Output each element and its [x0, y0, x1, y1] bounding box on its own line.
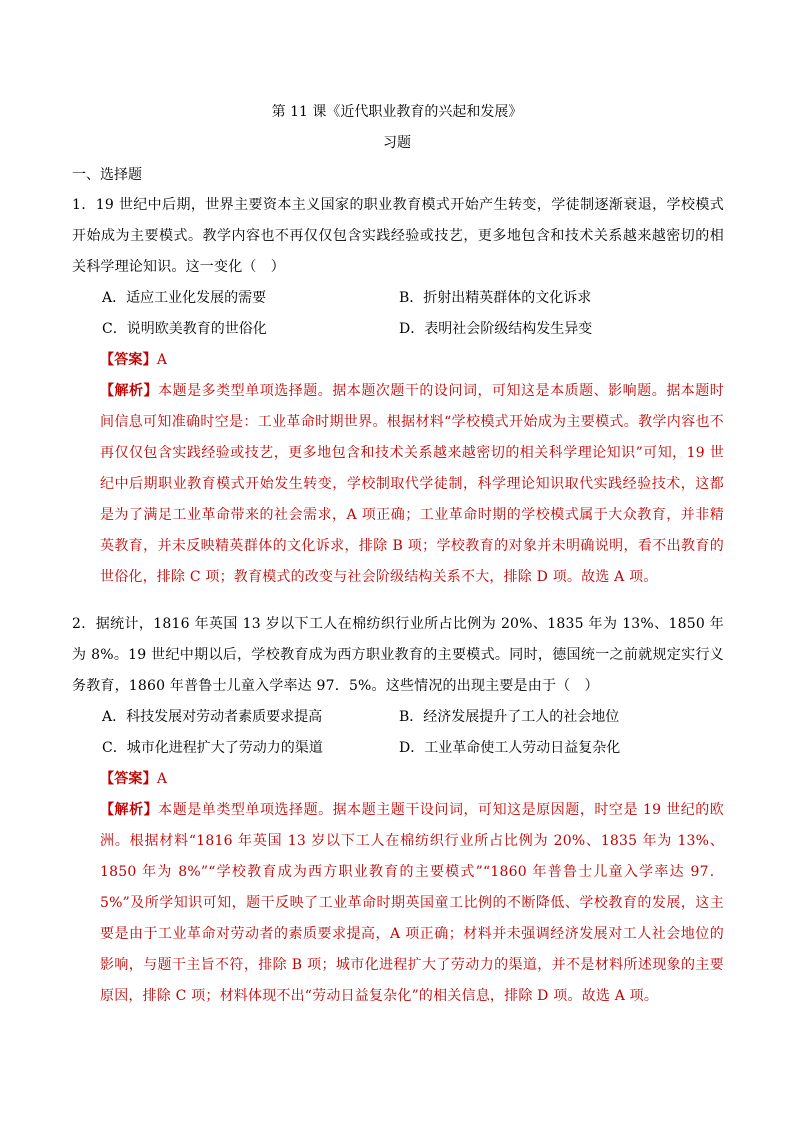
option-b: B．折射出精英群体的文化诉求: [399, 290, 592, 306]
answer-value: A: [156, 771, 168, 787]
explanation-text: 本题是单类型单项选择题。据本题主题干设问词，可知这是原因题，时空是 19 世纪的欧洲。根据材料“1816 年英国 13 岁以下工人在棉纺织行业所占比例为 20%、1835 年为 13%、1850 年为 8%”“学校教育成为西方职业教育的主要模式”“1860 年普鲁士儿童入学率达 97．5%”及所学知识可知，题干反映了工业革命时期英国童工比例的不断降低、学校教育的发展，这主要是由于工业革命对劳动者的素质要求提高，A 项正确；材料并未强调经济发展对工人社会地位的影响，与题干主旨不符，排除 B 项；城市化进程扩大了劳动力的渠道，并不是材料所述现象的主要原因，排除 C 项；材料体现不出“劳动日益复杂化”的相关信息，排除 D 项。故选 A 项。: [100, 802, 724, 1004]
explanation: [72, 795, 724, 1012]
page-title: 第 11 课《近代职业教育的兴起和发展》: [271, 104, 523, 120]
question-stem: 2．据统计，1816 年英国 13 岁以下工人在棉纺织行业所占比例为 20%、1835 年为 13%、1850 年为 8%。19 世纪中期以后，学校教育成为西方职业教育的主要模式。同时，德国统一之前就规定实行义务教育，1860 年普鲁士儿童入学率达 97．5%。这些情况的出现主要是由于（ ）: [72, 616, 724, 694]
option-c: C．说明欧美教育的世俗化: [102, 321, 267, 337]
explanation: [72, 376, 724, 593]
answer-line: [72, 764, 724, 795]
answer-line: [72, 345, 724, 376]
options-row: [72, 733, 724, 764]
options-row: [72, 283, 724, 314]
answer-tag: 【答案】: [100, 771, 157, 787]
answer-tag: 【答案】: [100, 352, 157, 368]
explanation-tag: 【解析】: [100, 383, 159, 399]
explanation-tag: 【解析】: [100, 802, 159, 818]
option-b: B．经济发展提升了工人的社会地位: [399, 709, 620, 725]
option-d: D．工业革命使工人劳动日益复杂化: [399, 740, 621, 756]
section-heading: 一、选择题: [72, 167, 142, 183]
question-1: [72, 190, 724, 593]
answer-value: A: [156, 352, 168, 368]
option-c: C．城市化进程扩大了劳动力的渠道: [102, 740, 323, 756]
option-a: A．科技发展对劳动者素质要求提高: [102, 709, 323, 725]
option-a: A．适应工业化发展的需要: [102, 290, 267, 306]
question-2: [72, 609, 724, 1012]
options-row: [72, 702, 724, 733]
explanation-text: 本题是多类型单项选择题。据本题次题干的设问词，可知这是本质题、影响题。据本题时间信息可知准确时空是：工业革命时期世界。根据材料“学校模式开始成为主要模式。教学内容也不再仅仅包含实践经验或技艺，更多地包含和技术关系越来越密切的相关科学理论知识”可知，19 世纪中后期职业教育模式开始发生转变，学校制取代学徒制，科学理论知识取代实践经验技术，这都是为了满足工业革命带来的社会需求，A 项正确；工业革命时期的学校模式属于大众教育，并非精英教育，并未反映精英群体的文化诉求，排除 B 项；学校教育的对象并未明确说明，看不出教育的世俗化，排除 C 项；教育模式的改变与社会阶级结构关系不大，排除 D 项。故选 A 项。: [100, 383, 724, 585]
question-stem: 1．19 世纪中后期，世界主要资本主义国家的职业教育模式开始产生转变，学徒制逐渐衰退，学校模式开始成为主要模式。教学内容也不再仅仅包含实践经验或技艺，更多地包含和技术关系越来越密切的相关科学理论知识。这一变化（ ）: [72, 197, 724, 275]
page-subtitle: 习题: [383, 135, 411, 151]
option-d: D．表明社会阶级结构发生异变: [399, 321, 593, 337]
options-row: [72, 314, 724, 345]
